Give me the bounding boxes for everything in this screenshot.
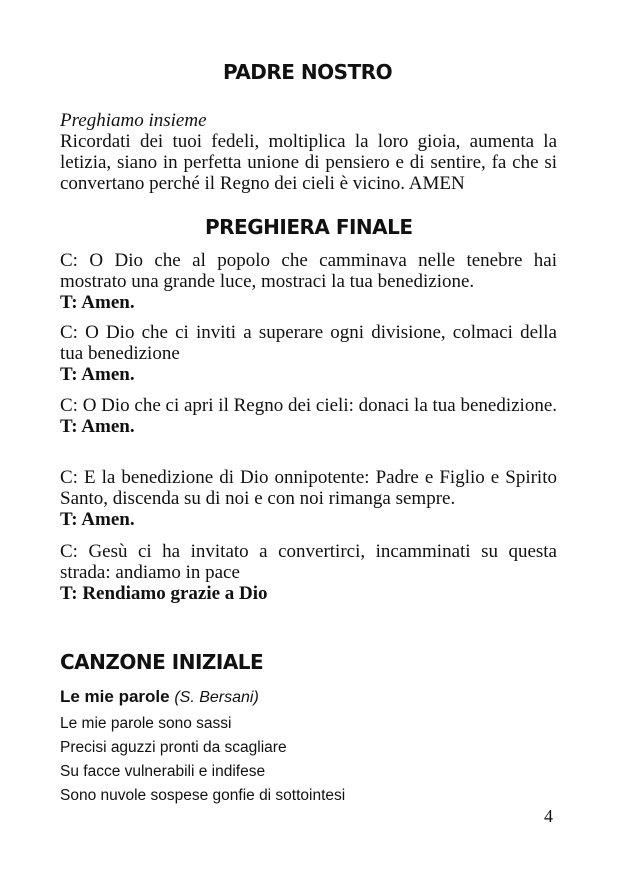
response-line: T: Amen. xyxy=(60,292,135,313)
exchange-3 xyxy=(60,395,557,437)
exchange-4 xyxy=(60,467,557,530)
response-line: T: Amen. xyxy=(60,509,135,530)
section-title-preghiera-finale: PREGHIERA FINALE xyxy=(205,215,413,239)
celebrant-line: C: O Dio che al popolo che camminava nelle tenebre hai mostrato una grande luce, mostraci la tua benedizione. xyxy=(60,250,557,292)
page-number: 4 xyxy=(544,806,553,826)
song-title: Le mie parole xyxy=(60,687,170,706)
celebrant-line: C: Gesù ci ha invitato a convertirci, incamminati su questa strada: andiamo in pace xyxy=(60,541,557,583)
celebrant-line: C: O Dio che ci inviti a superare ogni divisione, colmaci della tua benedizione xyxy=(60,322,557,364)
padre-nostro-body xyxy=(60,110,557,194)
song-block xyxy=(60,686,560,808)
celebrant-line: C: O Dio che ci apri il Regno dei cieli: donaci la tua benedizione. xyxy=(60,395,558,416)
response-line: T: Rendiamo grazie a Dio xyxy=(60,583,268,604)
padre-nostro-text: Ricordati dei tuoi fedeli, moltiplica la loro gioia, aumenta la letizia, siano in perfetta unione di pensiero e di sentire, fa che si convertano perché il Regno dei cieli è vicino. AMEN xyxy=(60,131,557,194)
response-line: T: Amen. xyxy=(60,364,135,385)
song-line: Precisi aguzzi pronti da scagliare xyxy=(60,739,287,756)
song-line: Sono nuvole sospese gonfie di sottointesi xyxy=(60,787,346,804)
exchange-1 xyxy=(60,250,557,313)
section-title-padre-nostro: PADRE NOSTRO xyxy=(223,60,393,84)
section-title-canzone-iniziale: CANZONE INIZIALE xyxy=(60,650,264,674)
song-line: Le mie parole sono sassi xyxy=(60,715,232,732)
response-line: T: Amen. xyxy=(60,416,135,437)
exchange-5 xyxy=(60,541,557,604)
celebrant-line: C: E la benedizione di Dio onnipotente: Padre e Figlio e Spirito Santo, discenda su di noi e con noi rimanga sempre. xyxy=(60,467,557,509)
song-author: (S. Bersani) xyxy=(174,689,259,706)
exchange-2 xyxy=(60,322,557,385)
song-heading xyxy=(60,686,560,709)
song-line: Su facce vulnerabili e indifese xyxy=(60,763,266,780)
padre-nostro-intro: Preghiamo insieme xyxy=(60,110,207,131)
